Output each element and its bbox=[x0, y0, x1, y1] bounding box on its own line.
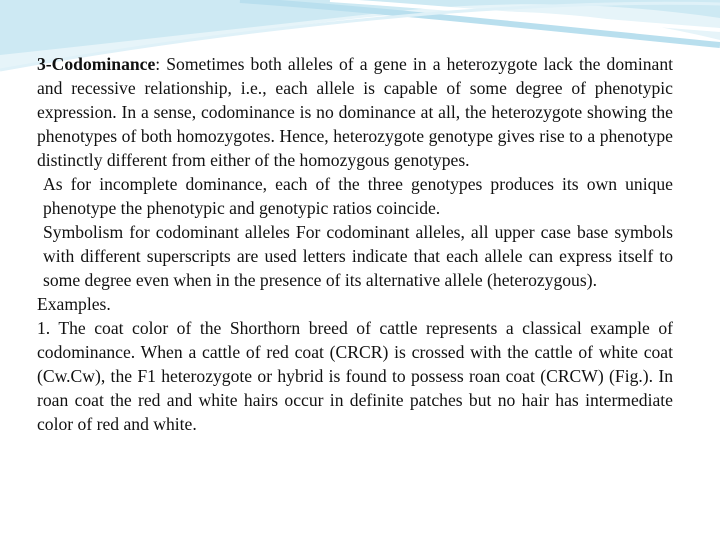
heading-codominance: 3-Codominance bbox=[37, 54, 156, 74]
definition-text: : Sometimes both alleles of a gene in a heterozygote lack the dominant and recessive relationship, i.e., each allele is capable of some degree of phenotypic expression. In a sense, codominance is no dominance at all, the heterozygote showing the phenotypes of both homozygotes. Hence, heterozygote genotype gives rise to a phenotype distinctly different from either of the homozygous genotypes. bbox=[37, 54, 673, 170]
paragraph-symbolism: Symbolism for codominant alleles For codominant alleles, all upper case base symbols with different superscripts are used letters indicate that each allele can express itself to some degree even when in the presence of its alternative allele (heterozygous). bbox=[43, 222, 673, 290]
examples-heading: Examples. bbox=[37, 294, 111, 314]
slide-body bbox=[37, 52, 673, 436]
paragraph-definition bbox=[37, 52, 673, 172]
paragraph-example-1: 1. The coat color of the Shorthorn breed of cattle represents a classical example of codominance. When a cattle of red coat (CRCR) is crossed with the cattle of white coat (Cw.Cw), the F1 heterozygote or hybrid is found to possess roan coat (CRCW) (Fig.). In roan coat the red and white hairs occur in definite patches but no hair has intermediate color of red and white. bbox=[37, 318, 673, 434]
paragraph-incomplete-dominance: As for incomplete dominance, each of the three genotypes produces its own unique phenotype the phenotypic and genotypic ratios coincide. bbox=[43, 174, 673, 218]
